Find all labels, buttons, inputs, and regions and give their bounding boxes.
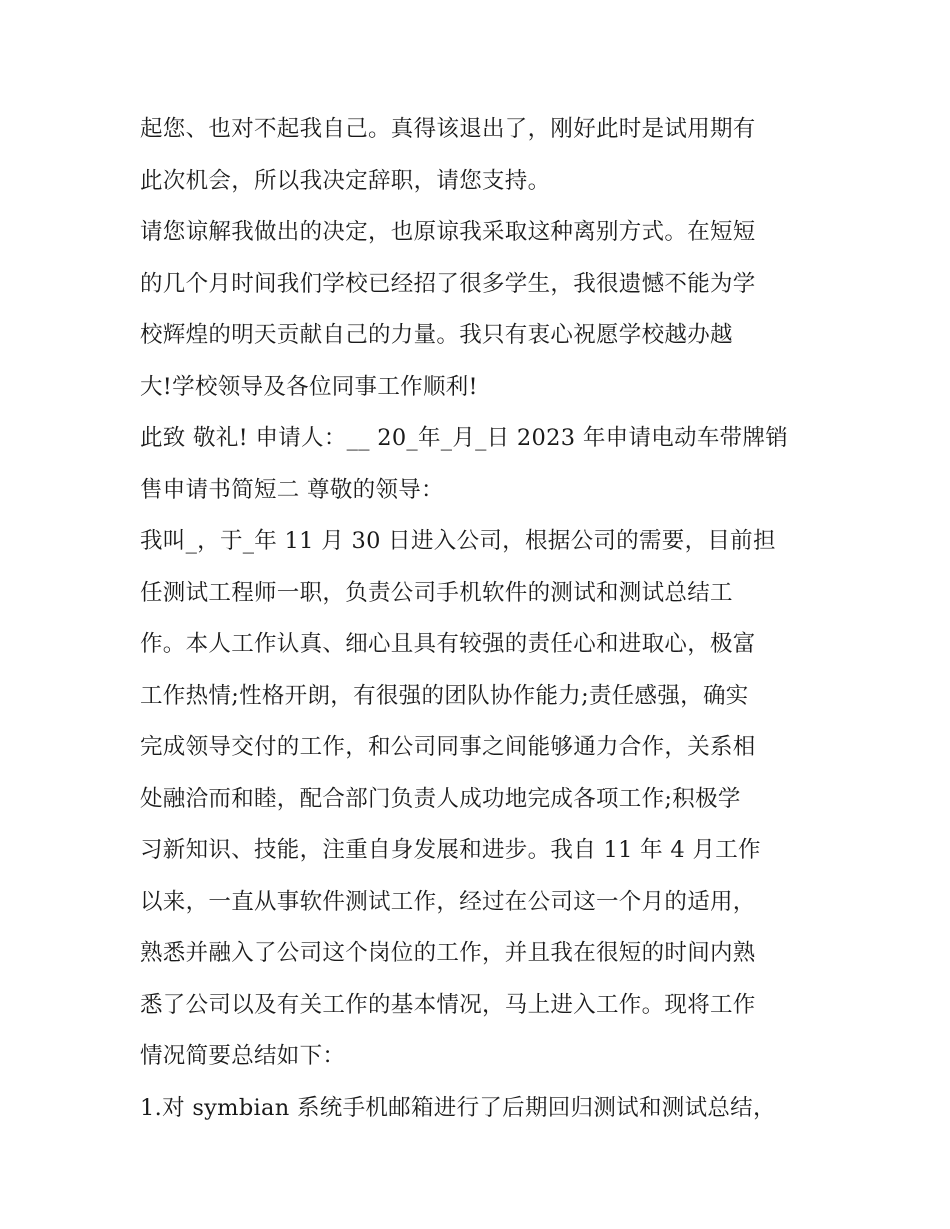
text-line: 习新知识、技能，注重自身发展和进步。我自 11 年 4 月工作 <box>140 837 761 863</box>
text-line: 售申请书简短二 尊敬的领导： <box>140 476 444 503</box>
text-line: 我叫_，于_年 11 月 30 日进入公司，根据公司的需要，目前担 <box>140 528 776 554</box>
text-line: 大!学校领导及各位同事工作顺利! <box>140 373 478 400</box>
text-line: 请您谅解我做出的决定，也原谅我采取这种离别方式。在短短 <box>140 219 756 245</box>
text-line: 任测试工程师一职，负责公司手机软件的测试和测试总结工 <box>140 579 733 606</box>
text-line: 熟悉并融入了公司这个岗位的工作，并且我在很短的时间内熟 <box>140 940 756 966</box>
text-line: 工作热情;性格开朗，有很强的团队协作能力;责任感强，确实 <box>140 682 749 709</box>
document-body <box>140 104 820 1134</box>
text-line: 校辉煌的明天贡献自己的力量。我只有衷心祝愿学校越办越 <box>140 322 733 348</box>
text-line: 起您、也对不起我自己。真得该退出了，刚好此时是试用期有 <box>140 116 756 142</box>
text-line: 1.对 symbian 系统手机邮箱进行了后期回归测试和测试总结， <box>140 1094 776 1121</box>
text-line: 悉了公司以及有关工作的基本情况，马上进入工作。现将工作 <box>140 991 756 1018</box>
text-line: 此次机会，所以我决定辞职，请您支持。 <box>140 167 551 194</box>
text-line: 的几个月时间我们学校已经招了很多学生，我很遗憾不能为学 <box>140 270 756 297</box>
text-line: 完成领导交付的工作，和公司同事之间能够通力合作，关系相 <box>140 734 756 760</box>
text-line: 此致 敬礼! 申请人：__ 20_年_月_日 2023 年申请电动车带牌销 <box>140 425 789 451</box>
text-line: 以来，一直从事软件测试工作，经过在公司这一个月的适用， <box>140 888 756 915</box>
text-line: 作。本人工作认真、细心且具有较强的责任心和进取心，极富 <box>140 631 756 657</box>
text-line: 情况简要总结如下： <box>140 1043 346 1069</box>
text-line: 处融洽而和睦，配合部门负责人成功地完成各项工作;积极学 <box>140 785 741 812</box>
